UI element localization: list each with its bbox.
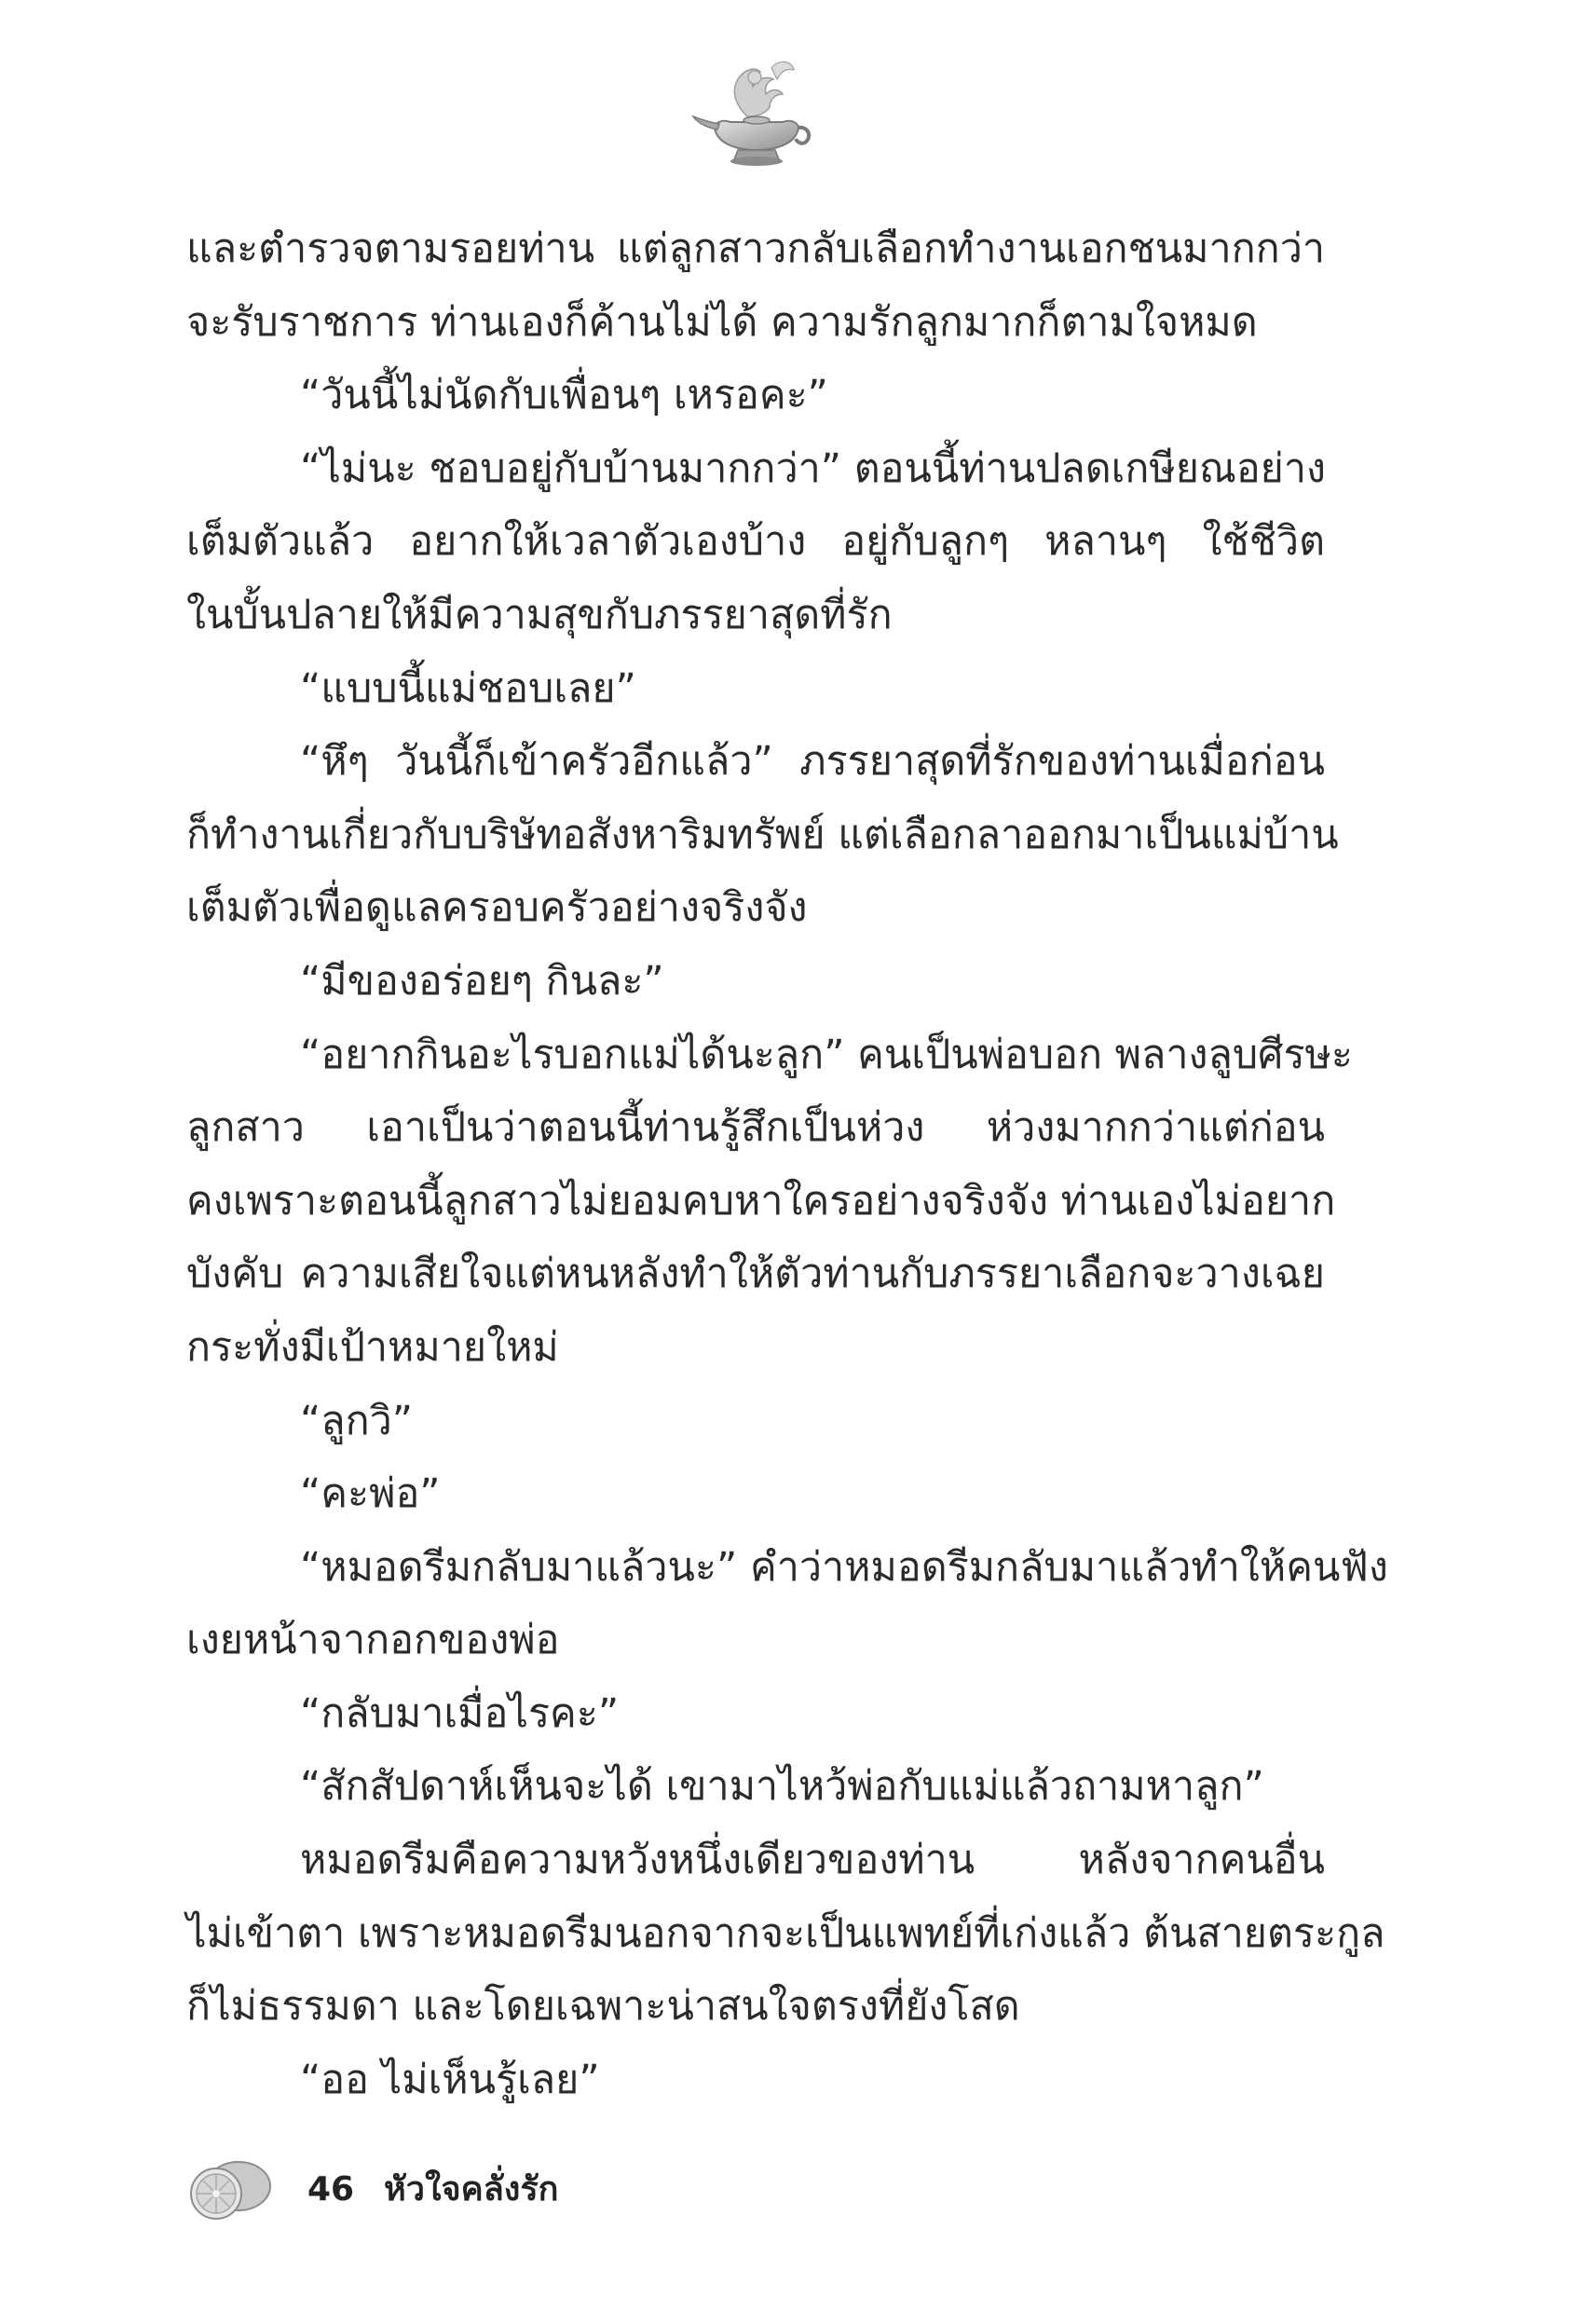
text-line: “กลับมาเมื่อไรคะ” bbox=[300, 1689, 620, 1737]
text-line: เต็มตัวเพื่อดูแลครอบครัวอย่างจริงจัง bbox=[186, 884, 808, 932]
text-line: “ออ ไม่เห็นรู้เลย” bbox=[300, 2056, 600, 2103]
text-line: ในบั้นปลายให้มีความสุขกับภรรยาสุดที่รัก bbox=[186, 591, 893, 638]
text-line: เต็มตัวแล้ว อยากให้เวลาตัวเองบ้าง อยู่กับลูกๆ หลานๆ ใช้ชีวิต bbox=[186, 518, 1325, 566]
text-line: หมอดรีมคือความหวังหนึ่งเดียวของท่าน หลังจากคนอื่น bbox=[300, 1837, 1325, 1884]
text-line: ก็ทำงานเกี่ยวกับบริษัทอสังหาริมทรัพย์ แต่เลือกลาออกมาเป็นแม่บ้าน bbox=[186, 811, 1339, 858]
text-line: “ลูกวิ” bbox=[300, 1397, 414, 1444]
text-line: ลูกสาว เอาเป็นว่าตอนนี้ท่านรู้สึกเป็นห่วง ห่วงมากกว่าแต่ก่อน bbox=[186, 1104, 1325, 1152]
text-line: ไม่เข้าตา เพราะหมอดรีมนอกจากจะเป็นแพทย์ที่เก่งแล้ว ต้นสายตระกูล bbox=[186, 1909, 1385, 1957]
book-title: หัวใจคลั่งรัก bbox=[384, 2170, 559, 2208]
text-line: “แบบนี้แม่ชอบเลย” bbox=[300, 664, 636, 712]
genie-lamp-icon bbox=[689, 51, 820, 172]
text-line: บังคับ ความเสียใจแต่หนหลังทำให้ตัวท่านกับภรรยาเลือกจะวางเฉย bbox=[186, 1251, 1325, 1298]
text-line: เงยหน้าจากอกของพ่อ bbox=[186, 1617, 560, 1664]
page-number: 46 bbox=[307, 2170, 355, 2208]
text-line: “ไม่นะ ชอบอยู่กับบ้านมากกว่า” ตอนนี้ท่านปลดเกษียณอย่าง bbox=[300, 444, 1327, 492]
text-line: ก็ไม่ธรรมดา และโดยเฉพาะน่าสนใจตรงที่ยังโสด bbox=[186, 1983, 1020, 2031]
text-line: “สักสัปดาห์เห็นจะได้ เขามาไหว้พ่อกับแม่แล้วถามหาลูก” bbox=[300, 1763, 1264, 1811]
text-line: จะรับราชการ ท่านเองก็ค้านไม่ได้ ความรักลูกมากก็ตามใจหมด bbox=[186, 298, 1258, 346]
text-line: และตำรวจตามรอยท่าน แต่ลูกสาวกลับเลือกทำงานเอกชนมากกว่า bbox=[186, 226, 1325, 272]
text-line: “มีของอร่อยๆ กินละ” bbox=[300, 957, 664, 1005]
text-line: “หึๆ วันนี้ก็เข้าครัวอีกแล้ว” ภรรยาสุดที่รักของท่านเมื่อก่อน bbox=[300, 738, 1325, 786]
text-line: “หมอดรีมกลับมาแล้วนะ” คำว่าหมอดรีมกลับมาแล้วทำให้คนฟัง bbox=[300, 1543, 1388, 1591]
text-line: กระทั่งมีเป้าหมายใหม่ bbox=[186, 1323, 559, 1371]
page-footer bbox=[177, 2153, 736, 2227]
text-line: “คะพ่อ” bbox=[300, 1470, 441, 1518]
orange-slice-icon bbox=[177, 2156, 280, 2222]
text-line: “อยากกินอะไรบอกแม่ได้นะลูก” คนเป็นพ่อบอก พลางลูบศีรษะ bbox=[300, 1031, 1353, 1078]
body-text bbox=[186, 212, 1388, 2116]
text-line: คงเพราะตอนนี้ลูกสาวไม่ยอมคบหาใครอย่างจริงจัง ท่านเองไม่อยาก bbox=[186, 1177, 1336, 1224]
text-line: “วันนี้ไม่นัดกับเพื่อนๆ เหรอคะ” bbox=[300, 372, 828, 419]
